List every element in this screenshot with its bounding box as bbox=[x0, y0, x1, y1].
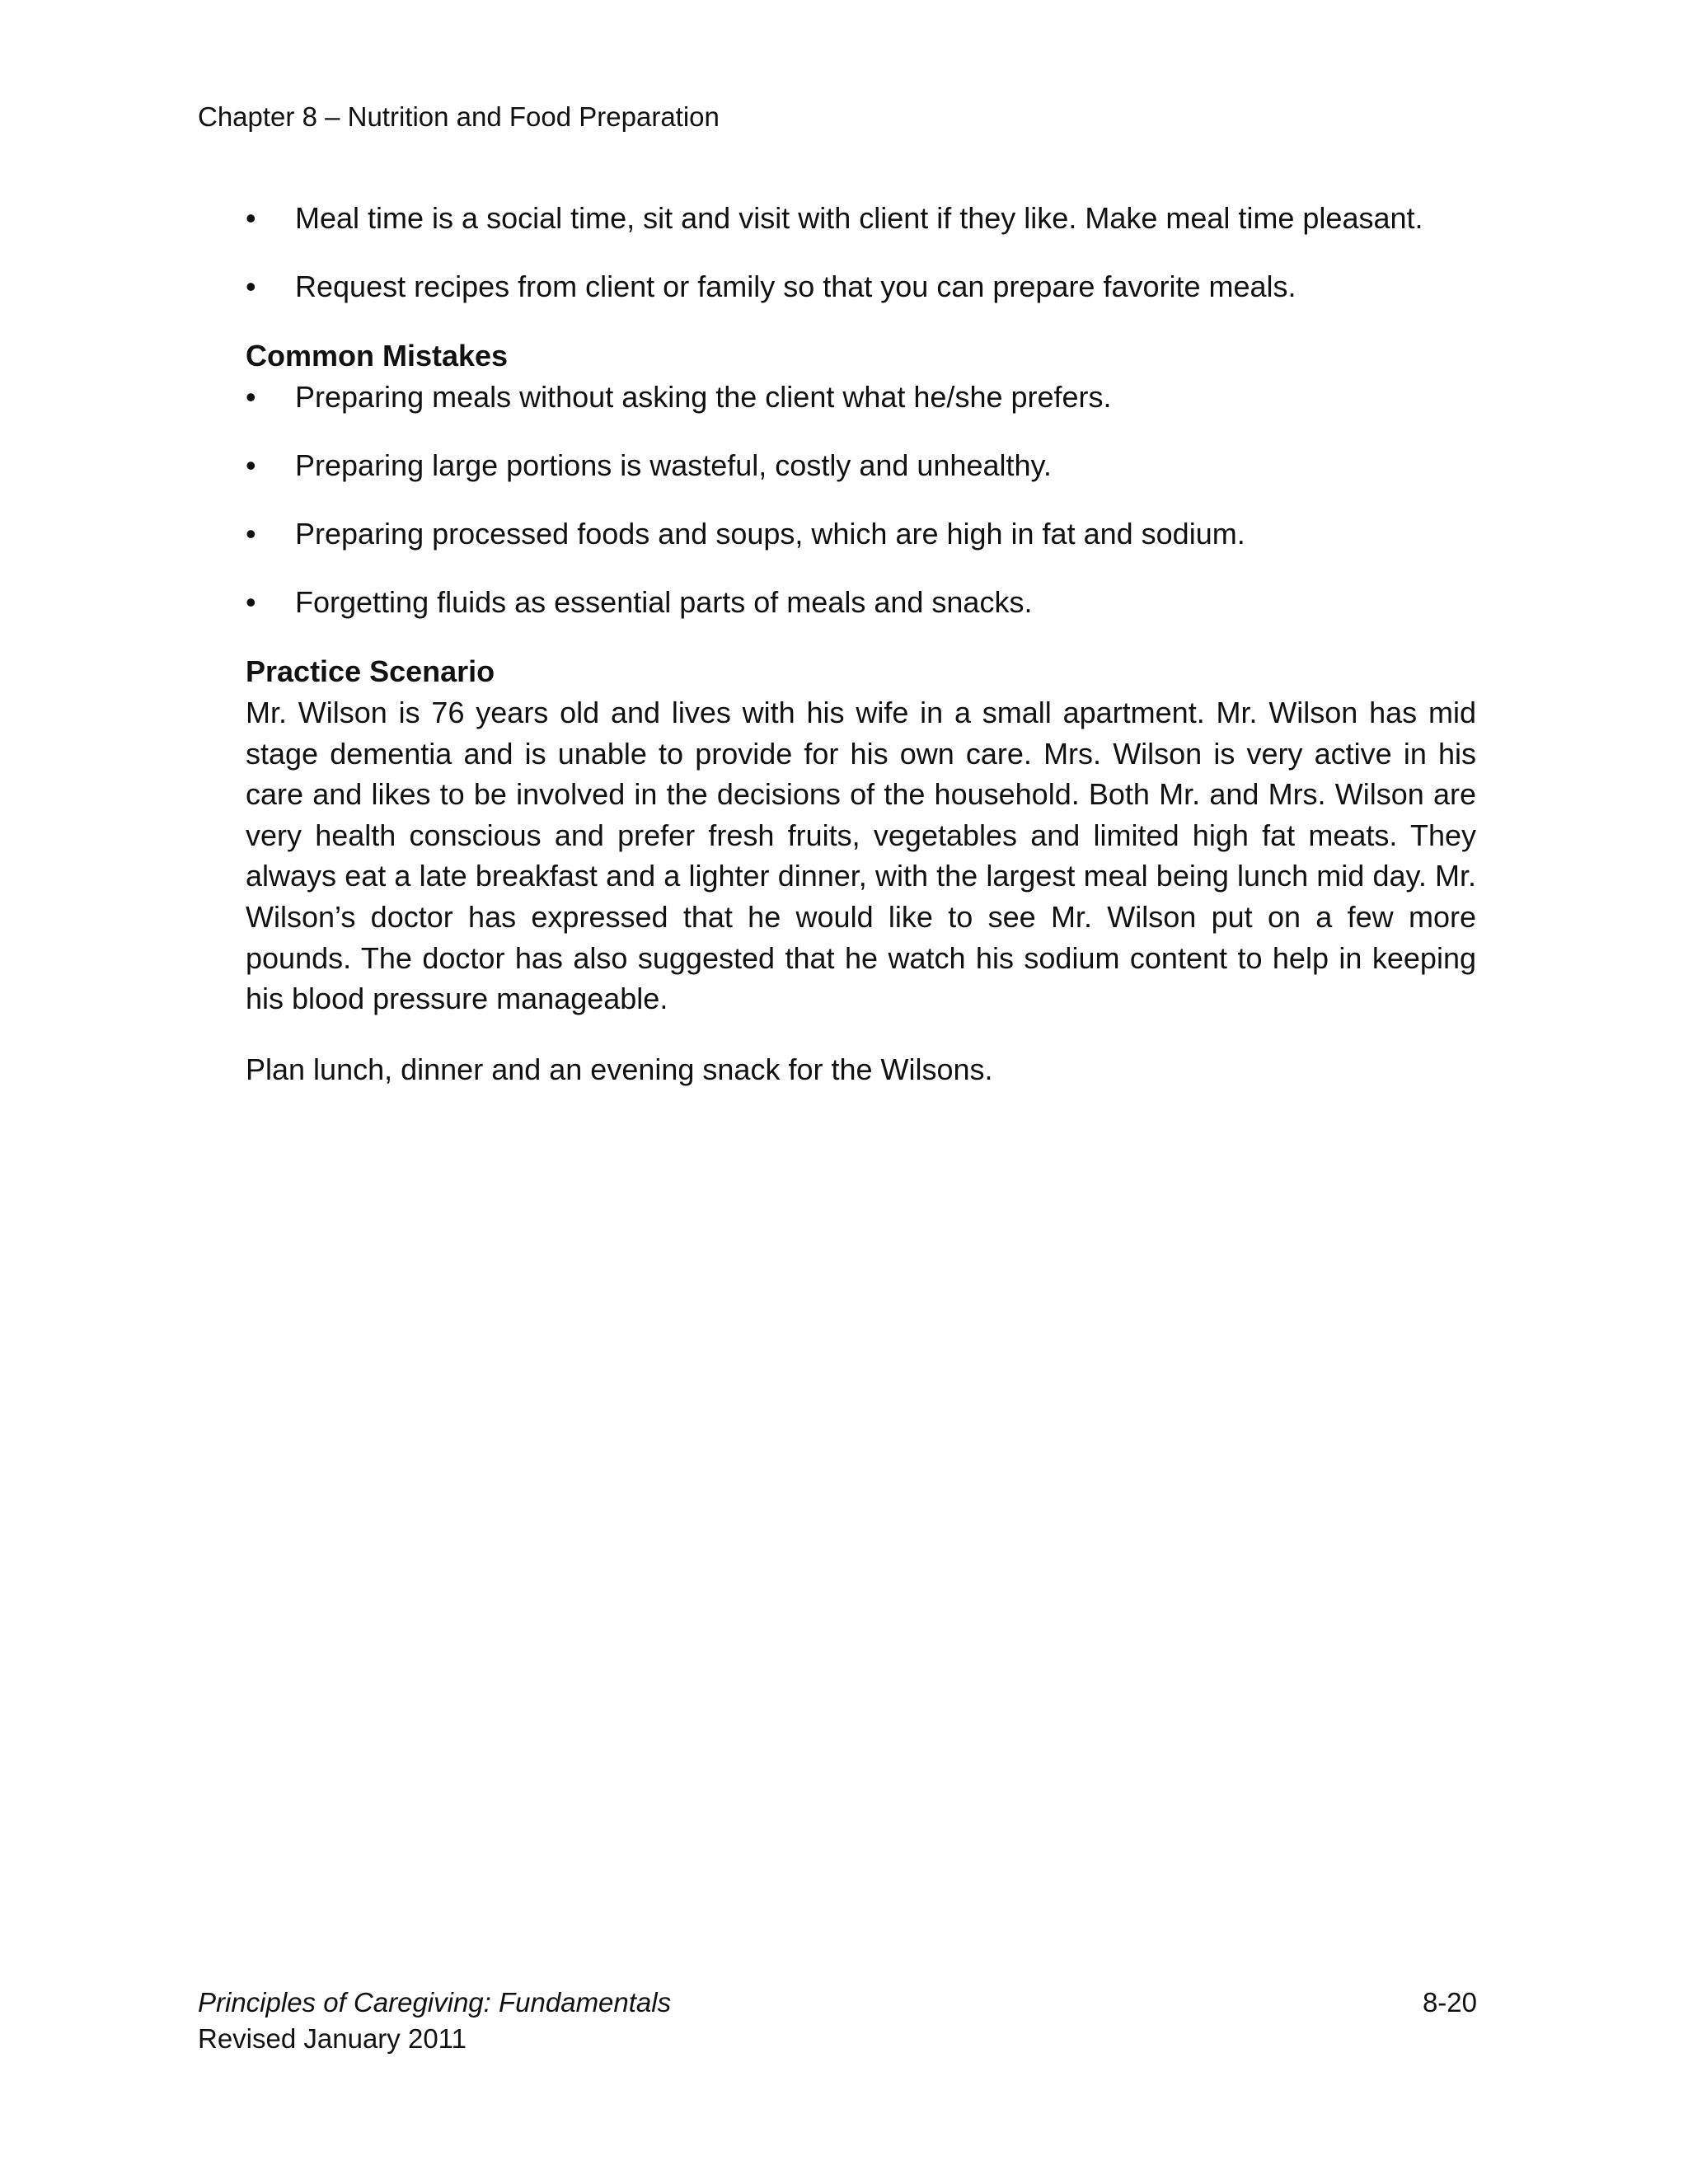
footer-page-number: 8-20 bbox=[1422, 1987, 1477, 2018]
scenario-paragraph: Mr. Wilson is 76 years old and lives with his wife in a small apartment. Mr. Wilson has mid stage dementia and is unable to provide for his own care. Mrs. Wilson is very active in his care and likes to be involved in the decisions of the household. Both Mr. and Mrs. Wilson are very health conscious and prefer fresh fruits, vegetables and limited high fat meats. They always eat a late breakfast and a lighter dinner, with the largest meal being lunch mid day. Mr. Wilson’s doctor has expressed that he would like to see Mr. Wilson put on a few more pounds. The doctor has also suggested that he watch his sodium content to help in keeping his blood pressure manageable. bbox=[246, 696, 1476, 1016]
scenario-task: Plan lunch, dinner and an evening snack for the Wilsons. bbox=[246, 1052, 993, 1086]
list-item bbox=[246, 266, 1482, 307]
list-item-text: Preparing large portions is wasteful, costly and unhealthy. bbox=[295, 448, 1052, 482]
bullet-icon: • bbox=[246, 585, 256, 619]
list-item bbox=[246, 445, 1482, 486]
list-item bbox=[246, 198, 1482, 239]
list-item bbox=[246, 377, 1482, 418]
common-mistakes-heading: Common Mistakes bbox=[246, 339, 509, 373]
list-item-text: Preparing processed foods and soups, which are high in fat and sodium. bbox=[295, 517, 1245, 551]
list-item bbox=[246, 582, 1482, 623]
list-item-text: Request recipes from client or family so that you can prepare favorite meals. bbox=[295, 269, 1296, 303]
bullet-icon: • bbox=[246, 448, 256, 482]
footer-revision-date: Revised January 2011 bbox=[198, 2023, 467, 2054]
bullet-icon: • bbox=[246, 201, 256, 235]
list-item-text: Meal time is a social time, sit and visit with client if they like. Make meal time pleasant. bbox=[295, 201, 1423, 235]
common-mistakes-list bbox=[246, 377, 1482, 650]
footer-book-title: Principles of Caregiving: Fundamentals bbox=[198, 1987, 672, 2018]
chapter-header: Chapter 8 – Nutrition and Food Preparation bbox=[198, 101, 720, 132]
list-item bbox=[246, 513, 1482, 555]
bullet-icon: • bbox=[246, 269, 256, 303]
tips-list bbox=[246, 198, 1482, 335]
bullet-icon: • bbox=[246, 517, 256, 551]
practice-scenario-heading: Practice Scenario bbox=[246, 654, 495, 688]
list-item-text: Preparing meals without asking the client what he/she prefers. bbox=[295, 380, 1112, 414]
list-item-text: Forgetting fluids as essential parts of meals and snacks. bbox=[295, 585, 1033, 619]
bullet-icon: • bbox=[246, 380, 256, 414]
